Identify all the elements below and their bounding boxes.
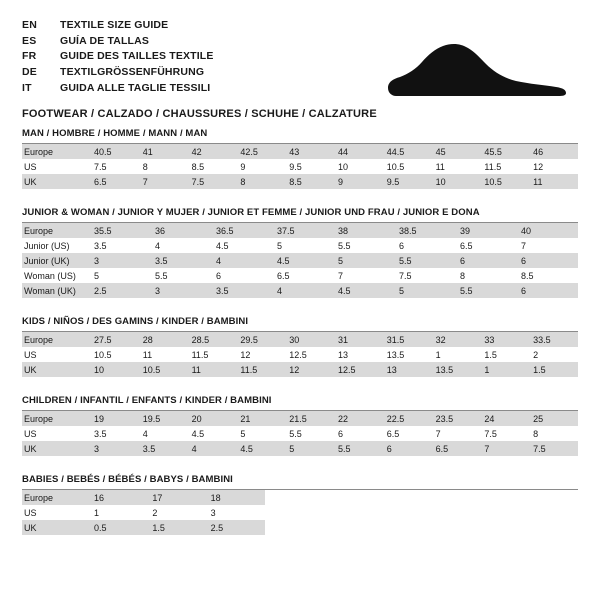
size-cell: 18	[207, 490, 265, 505]
size-cell: 11	[432, 159, 481, 174]
size-cell: 3.5	[90, 238, 151, 253]
size-cell: 2.5	[90, 283, 151, 298]
row-label: Europe	[22, 223, 90, 238]
language-row	[22, 49, 213, 65]
size-cell: 29.5	[236, 332, 285, 347]
size-cell: 7	[517, 238, 578, 253]
row-label: Woman (US)	[22, 268, 90, 283]
size-cell: 11	[529, 174, 578, 189]
size-cell: 4	[139, 426, 188, 441]
size-cell: 8	[236, 174, 285, 189]
row-label: Junior (UK)	[22, 253, 90, 268]
size-cell: 11.5	[236, 362, 285, 377]
size-cell: 45.5	[480, 144, 529, 159]
size-cell: 12.5	[285, 347, 334, 362]
size-cell: 7.5	[90, 159, 139, 174]
table-row	[22, 505, 265, 520]
table-row	[22, 238, 578, 253]
language-text: TEXTILE SIZE GUIDE	[60, 19, 169, 31]
size-block	[22, 395, 578, 456]
table-row	[22, 520, 265, 535]
size-cell: 3	[90, 441, 139, 456]
row-label: US	[22, 347, 90, 362]
size-cell: 11.5	[480, 159, 529, 174]
size-cell: 10.5	[383, 159, 432, 174]
size-cell: 1	[432, 347, 481, 362]
table-row	[22, 159, 578, 174]
size-block-title: JUNIOR & WOMAN / JUNIOR Y MUJER / JUNIOR ET FEMME / JUNIOR UND FRAU / JUNIOR E DONA	[22, 207, 578, 223]
size-cell: 40.5	[90, 144, 139, 159]
size-cell: 5.5	[334, 441, 383, 456]
table-row	[22, 144, 578, 159]
dress-shoe-icon	[380, 38, 570, 106]
size-table	[22, 332, 578, 377]
size-cell: 30	[285, 332, 334, 347]
row-label: US	[22, 159, 90, 174]
size-cell: 9	[334, 174, 383, 189]
size-cell: 13	[334, 347, 383, 362]
size-cell: 7	[432, 426, 481, 441]
size-cell: 2.5	[207, 520, 265, 535]
size-block	[22, 474, 578, 535]
size-cell: 12	[529, 159, 578, 174]
size-cell: 3.5	[139, 441, 188, 456]
size-cell: 9.5	[383, 174, 432, 189]
size-cell: 4	[212, 253, 273, 268]
size-cell: 2	[148, 505, 206, 520]
size-cell: 13.5	[432, 362, 481, 377]
size-cell: 1.5	[529, 362, 578, 377]
size-cell: 20	[188, 411, 237, 426]
size-cell: 44	[334, 144, 383, 159]
size-cell: 16	[90, 490, 148, 505]
table-row	[22, 174, 578, 189]
table-row	[22, 490, 265, 505]
size-cell: 3	[151, 283, 212, 298]
language-row	[22, 81, 213, 97]
table-row	[22, 283, 578, 298]
size-cell: 5.5	[334, 238, 395, 253]
size-cell: 9.5	[285, 159, 334, 174]
size-cell: 23.5	[432, 411, 481, 426]
size-cell: 38	[334, 223, 395, 238]
table-row	[22, 362, 578, 377]
size-cell: 33.5	[529, 332, 578, 347]
size-cell: 10.5	[139, 362, 188, 377]
size-cell: 38.5	[395, 223, 456, 238]
table-row	[22, 426, 578, 441]
size-table	[22, 490, 265, 535]
size-cell: 45	[432, 144, 481, 159]
row-label: Europe	[22, 411, 90, 426]
size-cell: 9	[236, 159, 285, 174]
row-label: UK	[22, 520, 90, 535]
size-cell: 8	[139, 159, 188, 174]
size-cell: 24	[480, 411, 529, 426]
size-cell: 5	[285, 441, 334, 456]
size-cell: 39	[456, 223, 517, 238]
size-cell: 6.5	[432, 441, 481, 456]
size-cell: 12.5	[334, 362, 383, 377]
size-cell: 2	[529, 347, 578, 362]
size-cell: 5	[334, 253, 395, 268]
size-cell: 6	[456, 253, 517, 268]
size-cell: 4.5	[273, 253, 334, 268]
row-label: US	[22, 426, 90, 441]
size-cell: 6	[395, 238, 456, 253]
size-cell: 3	[207, 505, 265, 520]
row-label: Europe	[22, 332, 90, 347]
size-block-title: KIDS / NIÑOS / DES GAMINS / KINDER / BAMBINI	[22, 316, 578, 332]
size-cell: 6	[517, 283, 578, 298]
size-cell: 3	[90, 253, 151, 268]
size-block	[22, 128, 578, 189]
size-cell: 21.5	[285, 411, 334, 426]
size-cell: 11	[139, 347, 188, 362]
size-cell: 5	[395, 283, 456, 298]
size-cell: 8.5	[285, 174, 334, 189]
size-cell: 6.5	[383, 426, 432, 441]
size-cell: 7.5	[395, 268, 456, 283]
size-cell: 10	[90, 362, 139, 377]
row-label: UK	[22, 362, 90, 377]
size-cell: 35.5	[90, 223, 151, 238]
size-block-title: CHILDREN / INFANTIL / ENFANTS / KINDER / BAMBINI	[22, 395, 578, 411]
size-cell: 10.5	[480, 174, 529, 189]
size-cell: 5.5	[285, 426, 334, 441]
language-text: GUIDA ALLE TAGLIE TESSILI	[60, 81, 211, 94]
size-cell: 7	[334, 268, 395, 283]
size-cell: 7.5	[480, 426, 529, 441]
size-cell: 25	[529, 411, 578, 426]
size-cell: 10.5	[90, 347, 139, 362]
size-block-title: MAN / HOMBRE / HOMME / MANN / MAN	[22, 128, 578, 144]
size-cell: 36.5	[212, 223, 273, 238]
size-table	[22, 144, 578, 189]
table-row	[22, 347, 578, 362]
size-cell: 6	[334, 426, 383, 441]
size-block	[22, 316, 578, 377]
size-cell: 5.5	[456, 283, 517, 298]
size-cell: 1.5	[148, 520, 206, 535]
table-row	[22, 441, 578, 456]
size-cell: 4.5	[334, 283, 395, 298]
size-cell: 31.5	[383, 332, 432, 347]
size-cell: 1	[480, 362, 529, 377]
size-cell: 8.5	[517, 268, 578, 283]
header	[22, 18, 578, 121]
size-cell: 6.5	[273, 268, 334, 283]
size-block	[22, 207, 578, 298]
size-cell: 28	[139, 332, 188, 347]
row-label: UK	[22, 174, 90, 189]
size-cell: 17	[148, 490, 206, 505]
row-label: Europe	[22, 490, 90, 505]
language-row	[22, 65, 213, 81]
row-label: Junior (US)	[22, 238, 90, 253]
footwear-section-title: FOOTWEAR / CALZADO / CHAUSSURES / SCHUHE / CALZATURE	[22, 108, 377, 121]
language-code: IT	[22, 81, 32, 94]
size-cell: 33	[480, 332, 529, 347]
size-block-title: BABIES / BEBÉS / BÉBÉS / BABYS / BAMBINI	[22, 474, 578, 490]
language-text: GUÍA DE TALLAS	[60, 34, 150, 47]
size-cell: 3.5	[151, 253, 212, 268]
size-cell: 40	[517, 223, 578, 238]
size-cell: 12	[236, 347, 285, 362]
size-cell: 0.5	[90, 520, 148, 535]
size-cell: 10	[334, 159, 383, 174]
size-cell: 3.5	[212, 283, 273, 298]
size-cell: 6.5	[90, 174, 139, 189]
size-cell: 13.5	[383, 347, 432, 362]
size-cell: 4.5	[212, 238, 273, 253]
size-cell: 5.5	[395, 253, 456, 268]
row-label: UK	[22, 441, 90, 456]
size-cell: 5	[236, 426, 285, 441]
size-cell: 1.5	[480, 347, 529, 362]
size-cell: 46	[529, 144, 578, 159]
size-cell: 4	[151, 238, 212, 253]
language-code: FR	[22, 50, 37, 63]
size-cell: 11.5	[188, 347, 237, 362]
size-cell: 4	[188, 441, 237, 456]
size-cell: 10	[432, 174, 481, 189]
size-cell: 42	[188, 144, 237, 159]
size-table	[22, 223, 578, 298]
language-row	[22, 18, 213, 34]
row-label: Woman (UK)	[22, 283, 90, 298]
size-cell: 19	[90, 411, 139, 426]
size-table	[22, 411, 578, 456]
size-cell: 21	[236, 411, 285, 426]
size-cell: 41	[139, 144, 188, 159]
size-cell: 36	[151, 223, 212, 238]
size-cell: 32	[432, 332, 481, 347]
size-cell: 44.5	[383, 144, 432, 159]
language-text: TEXTILGRÖSSENFÜHRUNG	[60, 66, 205, 79]
size-cell: 37.5	[273, 223, 334, 238]
size-cell: 3.5	[90, 426, 139, 441]
language-code: DE	[22, 66, 37, 79]
size-cell: 19.5	[139, 411, 188, 426]
size-cell: 4.5	[188, 426, 237, 441]
size-cell: 12	[285, 362, 334, 377]
size-cell: 22.5	[383, 411, 432, 426]
table-row	[22, 223, 578, 238]
language-list	[22, 18, 213, 96]
size-cell: 22	[334, 411, 383, 426]
language-row	[22, 34, 213, 50]
row-label: US	[22, 505, 90, 520]
size-cell: 43	[285, 144, 334, 159]
size-cell: 5	[90, 268, 151, 283]
table-row	[22, 268, 578, 283]
size-cell: 28.5	[188, 332, 237, 347]
size-cell: 4	[273, 283, 334, 298]
size-cell: 5	[273, 238, 334, 253]
size-cell: 1	[90, 505, 148, 520]
size-cell: 8	[456, 268, 517, 283]
language-text: GUIDE DES TAILLES TEXTILE	[60, 50, 214, 63]
size-cell: 6	[383, 441, 432, 456]
size-cell: 4.5	[236, 441, 285, 456]
size-cell: 8	[529, 426, 578, 441]
size-cell: 27.5	[90, 332, 139, 347]
size-cell: 5.5	[151, 268, 212, 283]
size-cell: 6.5	[456, 238, 517, 253]
size-cell: 7	[480, 441, 529, 456]
size-blocks	[22, 128, 578, 535]
table-row	[22, 411, 578, 426]
size-cell: 13	[383, 362, 432, 377]
language-code: ES	[22, 34, 37, 47]
size-cell: 6	[212, 268, 273, 283]
row-label: Europe	[22, 144, 90, 159]
table-row	[22, 332, 578, 347]
size-cell: 31	[334, 332, 383, 347]
size-cell: 7.5	[529, 441, 578, 456]
size-cell: 8.5	[188, 159, 237, 174]
size-cell: 7.5	[188, 174, 237, 189]
size-cell: 6	[517, 253, 578, 268]
size-cell: 7	[139, 174, 188, 189]
size-cell: 42.5	[236, 144, 285, 159]
language-code: EN	[22, 19, 37, 31]
size-cell: 11	[188, 362, 237, 377]
table-row	[22, 253, 578, 268]
